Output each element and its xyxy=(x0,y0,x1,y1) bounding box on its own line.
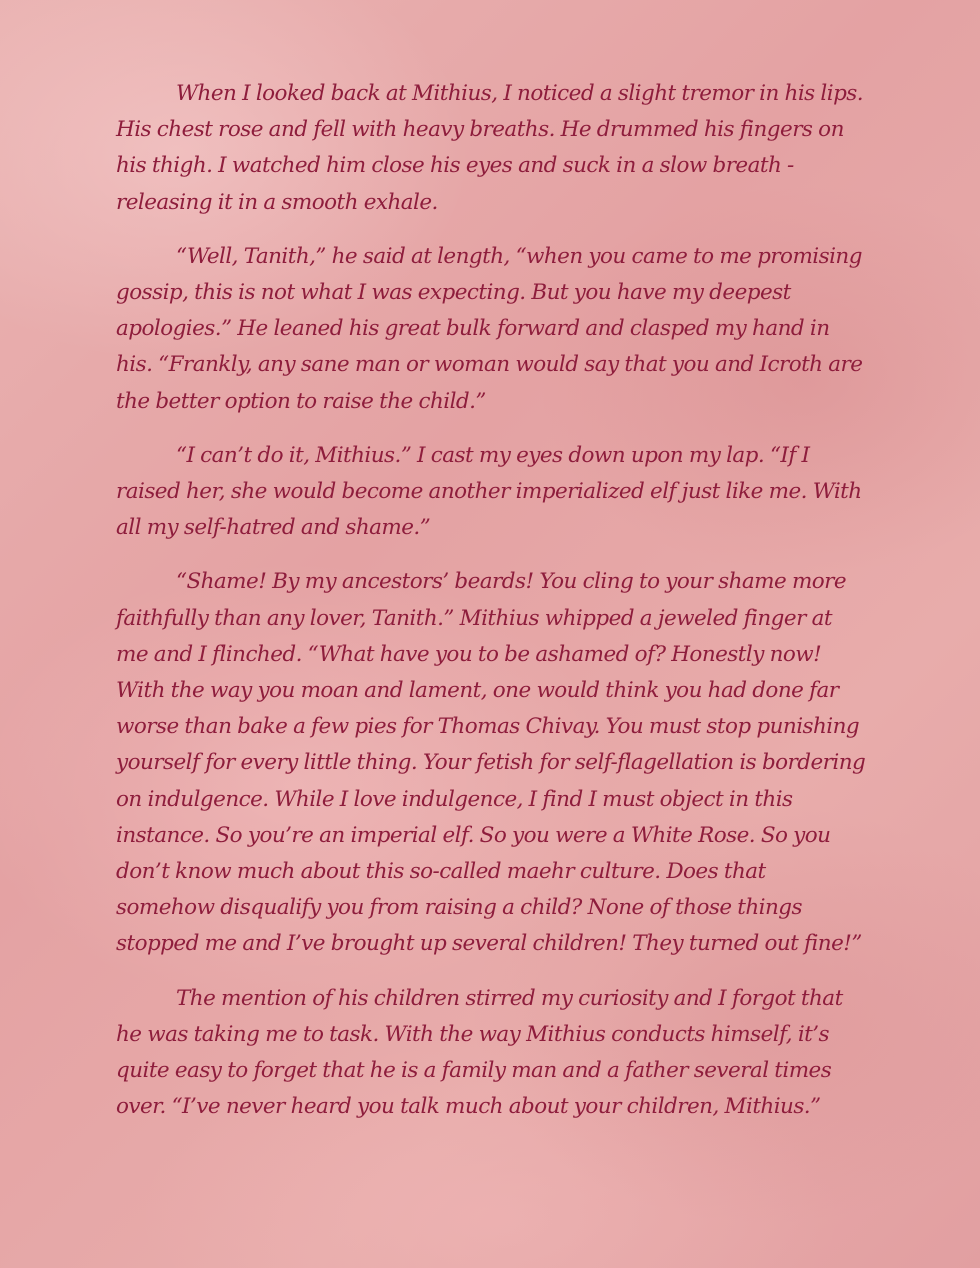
paragraph-3: “I can’t do it, Mithius.” I cast my eyes down upon my lap. “If I raised her, she would become another imperialized elf just like me. With all my self-hatred and shame.” xyxy=(116,442,862,541)
story-page xyxy=(116,76,866,1143)
paragraph-5: The mention of his children stirred my curiosity and I forgot that he was taking me to task. With the way Mithius conducts himself, it’s quite easy to forget that he is a family man and a father several times over. “I’ve never heard you talk much about your children, Mithius.” xyxy=(116,985,843,1120)
paragraph-2: “Well, Tanith,” he said at length, “when you came to me promising gossip, this is not what I was expecting. But you have my deepest apologies.” He leaned his great bulk forward and clasped my hand in his. “Frankly, any sane man or woman would say that you and Icroth are the better option to raise the child.” xyxy=(116,243,863,414)
paragraph-4: “Shame! By my ancestors’ beards! You cling to your shame more faithfully than any lover, Tanith.” Mithius whipped a jeweled finger at me and I flinched. “What have you to be ashamed of? Honestly now! With the way you moan and lament, one would think you had done far worse than bake a few pies for Thomas Chivay. You must stop punishing yourself for every little thing. Your fetish for self-flagellation is bordering on indulgence. While I love indulgence, I find I must object in this instance. So you’re an imperial elf. So you were a White Rose. So you don’t know much about this so-called maehr culture. Does that somehow disqualify you from raising a child? None of those things stopped me and I’ve brought up several children! They turned out fine!” xyxy=(116,569,866,957)
paragraph-1: When I looked back at Mithius, I noticed a slight tremor in his lips. His chest rose and fell with heavy breaths. He drummed his fingers on his thigh. I watched him close his eyes and suck in a slow breath - releasing it in a smooth exhale. xyxy=(116,81,864,215)
